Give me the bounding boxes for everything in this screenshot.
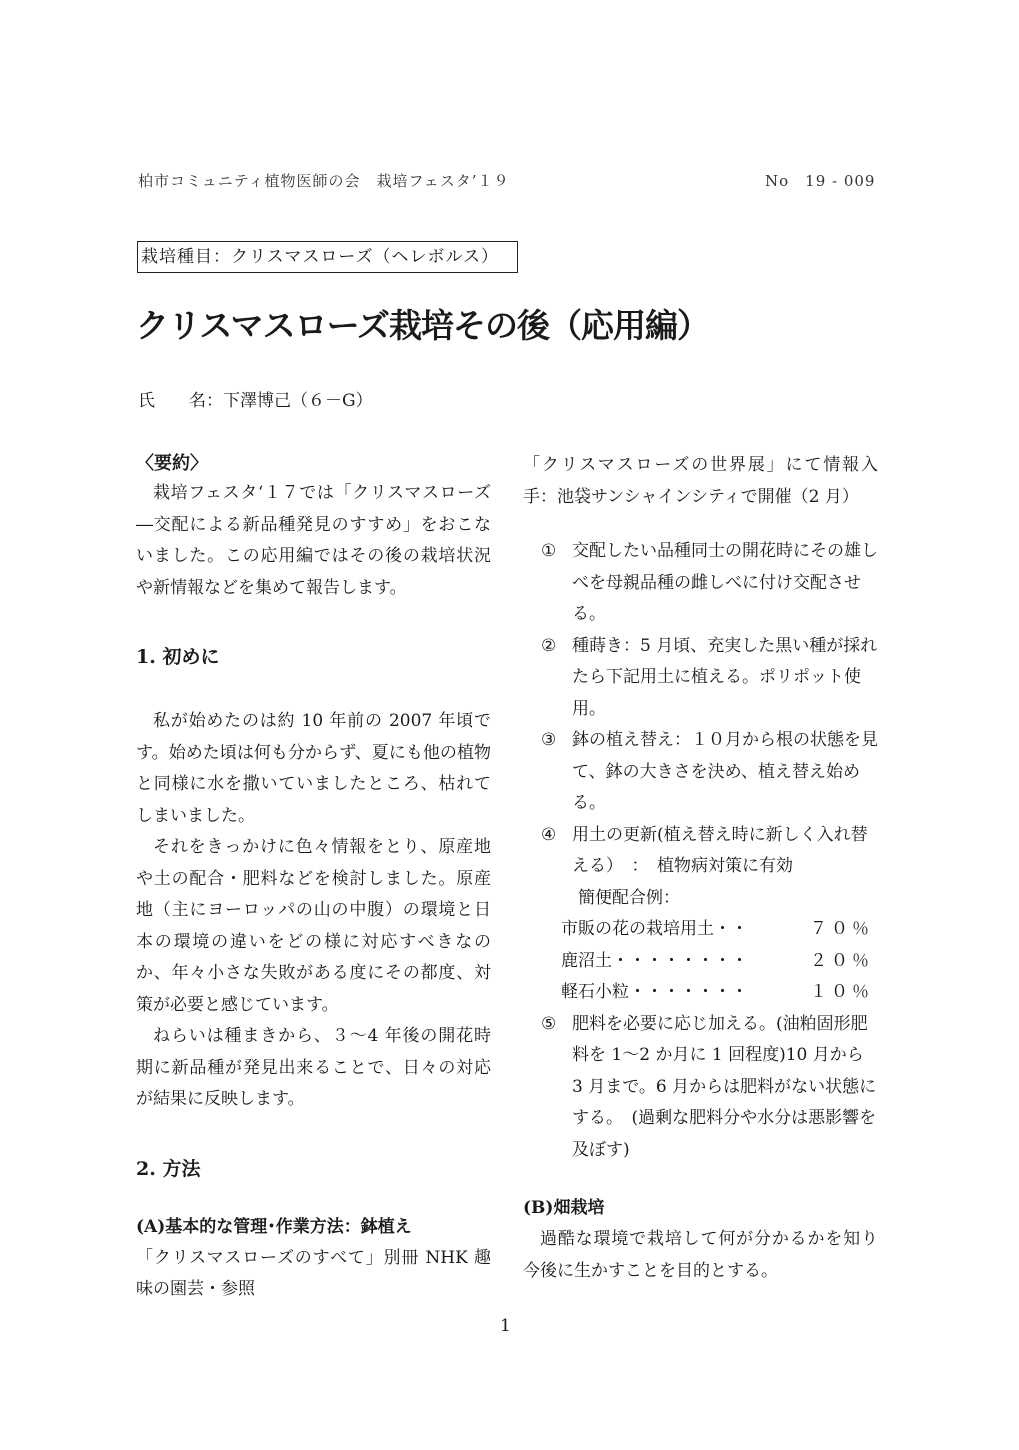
method-b-heading: (B)畑栽培 <box>523 1198 605 1218</box>
step-text: 交配したい品種同士の開花時にその雄しべを母親品種の雌しべに付け交配させる。 <box>572 541 878 624</box>
procedure-step <box>523 631 878 726</box>
step-text: 鉢の植え替え：１０月から根の状態を見て、鉢の大きさを決め、植え替え始める。 <box>572 730 878 813</box>
left-column <box>136 450 491 1306</box>
method-b-text: 過酷な環境で栽培して何が分かるかを知り今後に生かすことを目的とする。 <box>523 1229 878 1281</box>
section2-heading: 2. 方法 <box>136 1157 201 1180</box>
summary-text: 栽培フェスタ‘１７では「クリスマスローズ―交配による新品種発見のすすめ」をおこないました。この応用編ではその後の栽培状況や新情報などを集めて報告します。 <box>136 483 491 598</box>
soil-mix-label: 簡便配合例： <box>578 887 680 908</box>
author-label: 氏 名： <box>138 391 223 411</box>
procedure-step <box>523 536 878 631</box>
step-text: 種蒔き：5 月頃、充実した黒い種が採れたら下記用土に植える。ポリポット使用。 <box>572 635 878 719</box>
section1-paragraph: ねらいは種まきから、３～4 年後の開花時期に新品種が発見出来ることで、日々の対応が結果に反映します。 <box>136 1026 491 1109</box>
soil-mix-row <box>523 977 878 1009</box>
summary-heading: 〈要約〉 <box>136 453 208 474</box>
author-name: 下澤博己（６－G） <box>223 391 373 411</box>
section1-paragraph: それをきっかけに色々情報をとり、原産地や土の配合・肥料などを検討しました。原産地（主にヨーロッパの山の中腹）の環境と日本の環境の違いをどの様に対応すべきなのか、年々小さな失敗がある度にその都度、対策が必要と感じています。 <box>136 837 491 1015</box>
step-number: ③ <box>541 730 557 750</box>
author-line <box>138 386 373 411</box>
header-organization: 柏市コミュニティ植物医師の会 栽培フェスタ’１９ <box>138 172 510 190</box>
procedure-step <box>523 725 878 820</box>
soil-mix-name: 軽石小粒・・・・・・・ <box>561 982 748 1002</box>
crop-label-box: 栽培種目：クリスマスローズ（ヘレボルス） <box>137 241 518 273</box>
soil-mix-value: ７０％ <box>810 919 873 939</box>
procedure-step <box>523 1009 878 1167</box>
step-text: 肥料を必要に応じ加える。(油粕固形肥料を 1～2 か月に 1 回程度)10 月から 3 月まで。6 月からは肥料がない状態にする。 (過剰な肥料分や水分は悪影響を及ぼす) <box>572 1013 877 1160</box>
section1-paragraph: 私が始めたのは約 10 年前の 2007 年頃です。始めた頃は何も分からず、夏にも他の植物と同様に水を撒いていましたところ、枯れてしまいました。 <box>136 711 491 826</box>
soil-mix-example <box>523 883 878 1009</box>
soil-mix-value: １０％ <box>810 982 873 1002</box>
document-number: No 19 - 009 <box>765 172 876 190</box>
soil-mix-name: 鹿沼土・・・・・・・・ <box>561 950 748 971</box>
procedure-list <box>523 536 878 883</box>
page-title: クリスマスローズ栽培その後（応用編） <box>136 306 710 345</box>
step-number: ① <box>541 541 557 561</box>
method-a-text: 「クリスマスローズのすべて」別冊 NHK 趣味の園芸・参照 <box>136 1247 491 1299</box>
step-number: ④ <box>541 824 557 845</box>
page-number: 1 <box>500 1316 511 1336</box>
step-number: ② <box>541 635 557 656</box>
soil-mix-row <box>523 946 878 978</box>
procedure-step <box>523 820 878 883</box>
step-text: 用土の更新(植え替え時に新しく入れ替える） ： 植物病対策に有効 <box>572 824 868 876</box>
info-source-text: 「クリスマスローズの世界展」にて情報入手：池袋サンシャインシティで開催（2 月） <box>523 455 878 507</box>
soil-mix-value: ２０％ <box>810 950 873 971</box>
section1-heading: 1. 初めに <box>136 646 220 668</box>
soil-mix-name: 市販の花の栽培用土・・ <box>561 919 748 939</box>
soil-mix-row <box>523 914 878 946</box>
procedure-list-continued <box>523 1009 878 1167</box>
method-a-heading: (A)基本的な管理･作業方法：鉢植え <box>136 1216 412 1237</box>
right-column <box>523 450 878 1287</box>
step-number: ⑤ <box>541 1013 557 1034</box>
